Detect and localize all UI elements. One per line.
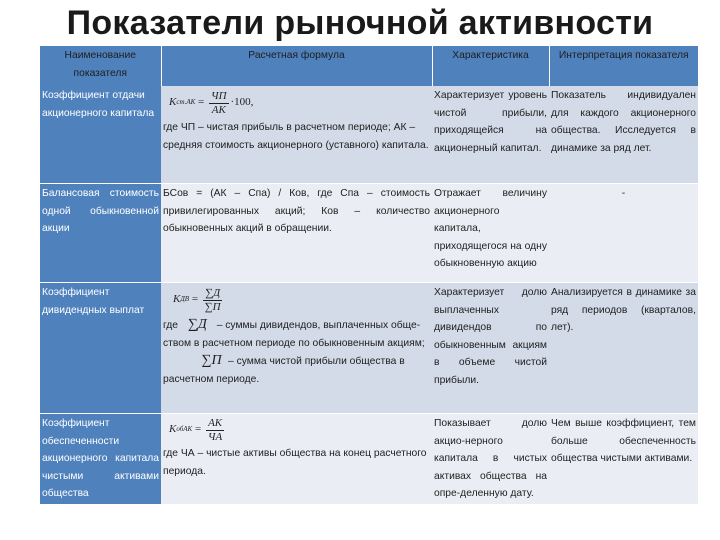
table-row [40,283,698,414]
formula-description: где ЧА – чистые активы общества на конец расчетного периода. [163,448,427,477]
formula-denominator: ЧА [207,430,223,443]
row-characteristic: Отражает величину акционерного капитала, приходящегося на одну обыкновенную акцию [432,184,549,283]
table-row [40,86,698,184]
row-name-text: Коэффициент отдачи акционерного капитала [42,90,155,119]
formula-fraction [209,90,229,117]
formula-denominator: АК [211,103,226,116]
formula-numerator: АК [208,416,223,429]
header-characteristic: Характеристика [432,46,549,86]
formula-expression: K ст.АК = $\frac{ЧП}{АК}$ ·100, [169,89,254,116]
formula-expression: K обАК = $\frac{АК}{ЧА}$ [169,416,223,443]
formula-symbol: K [169,96,177,109]
formula-numerator: ∑Д [205,286,221,299]
formula-subscript: обАК [176,425,193,434]
row-interpretation: - [549,184,698,283]
row-name [40,86,161,184]
formula-denominator: ∑П [204,300,221,313]
formula-expression: K ДВ = $\frac{\sum Д}{\sum П}$ [173,286,221,313]
formula-description [163,316,430,388]
row-formula: БСов = (АК – Спа) / Ков, где Спа – стоимость привилегированных акций; Ков – количество обыкновенных акций в обращении. [161,184,432,283]
formula-description: где ЧП – чистая прибыль в расчетном периоде; АК – средняя стоимость акционерного (уставного) капитала. [163,122,429,151]
formula-text-dividends: – суммы дивидендов, выплаченных обще-ством в расчетном периоде по обыкновенным акциям; [163,320,425,349]
formula-fraction [203,287,223,314]
table-row [40,184,698,283]
row-name [40,283,161,414]
row-interpretation: Показатель индивидуален для каждого акционерного общества. Исследуется в динамике за ряд лет. [549,86,698,184]
row-formula [161,414,432,504]
row-characteristic: Характеризует уровень чистой прибыли, приходящейся на акционерный капитал. [432,86,549,184]
header-interpretation: Интерпретация показателя [549,46,698,86]
table-row [40,414,698,504]
header-name: Наименование показателя [40,46,161,86]
header-formula: Расчетная формула [161,46,432,86]
formula-numerator: ЧП [210,89,227,102]
formula-text-profit: – сумма чистой прибыли общества в расчетном периоде. [163,356,405,385]
row-name-text: Коэффициент обеспеченности акционерного капитала чистыми активами общества [42,418,159,500]
indicators-table [40,46,698,504]
formula-subscript: ДВ [180,295,190,304]
table-header-row [40,46,698,86]
row-formula [161,283,432,414]
sigma-d-symbol: ∑Д [180,317,207,332]
row-formula [161,86,432,184]
row-name [40,414,161,504]
formula-text-where: где [163,320,179,331]
page-title: Показатели рыночной активности [66,4,654,42]
row-characteristic: Показывает долю акцио-нерного капитала в чистых активах общества на опре-деленную дату. [432,414,549,504]
formula-symbol: K [169,423,177,436]
formula-tail: ·100, [230,96,254,109]
row-name-text: Коэффициент дивидендных выплат [42,287,145,316]
row-characteristic: Характеризует долю выплаченных дивидендов по обыкновенным акциям в объеме чистой прибыли. [432,283,549,414]
sigma-p-symbol: ∑П [163,353,222,369]
row-interpretation: Чем выше коэффициент, тем больше обеспеченность общества чистыми активами. [549,414,698,504]
row-name: Балансовая стоимость одной обыкновенной акции [40,184,161,283]
formula-subscript: ст.АК [176,98,196,107]
formula-symbol: K [173,293,181,306]
formula-fraction [206,417,224,444]
row-interpretation: Анализируется в динамике за ряд периодов (кварталов, лет). [549,283,698,414]
